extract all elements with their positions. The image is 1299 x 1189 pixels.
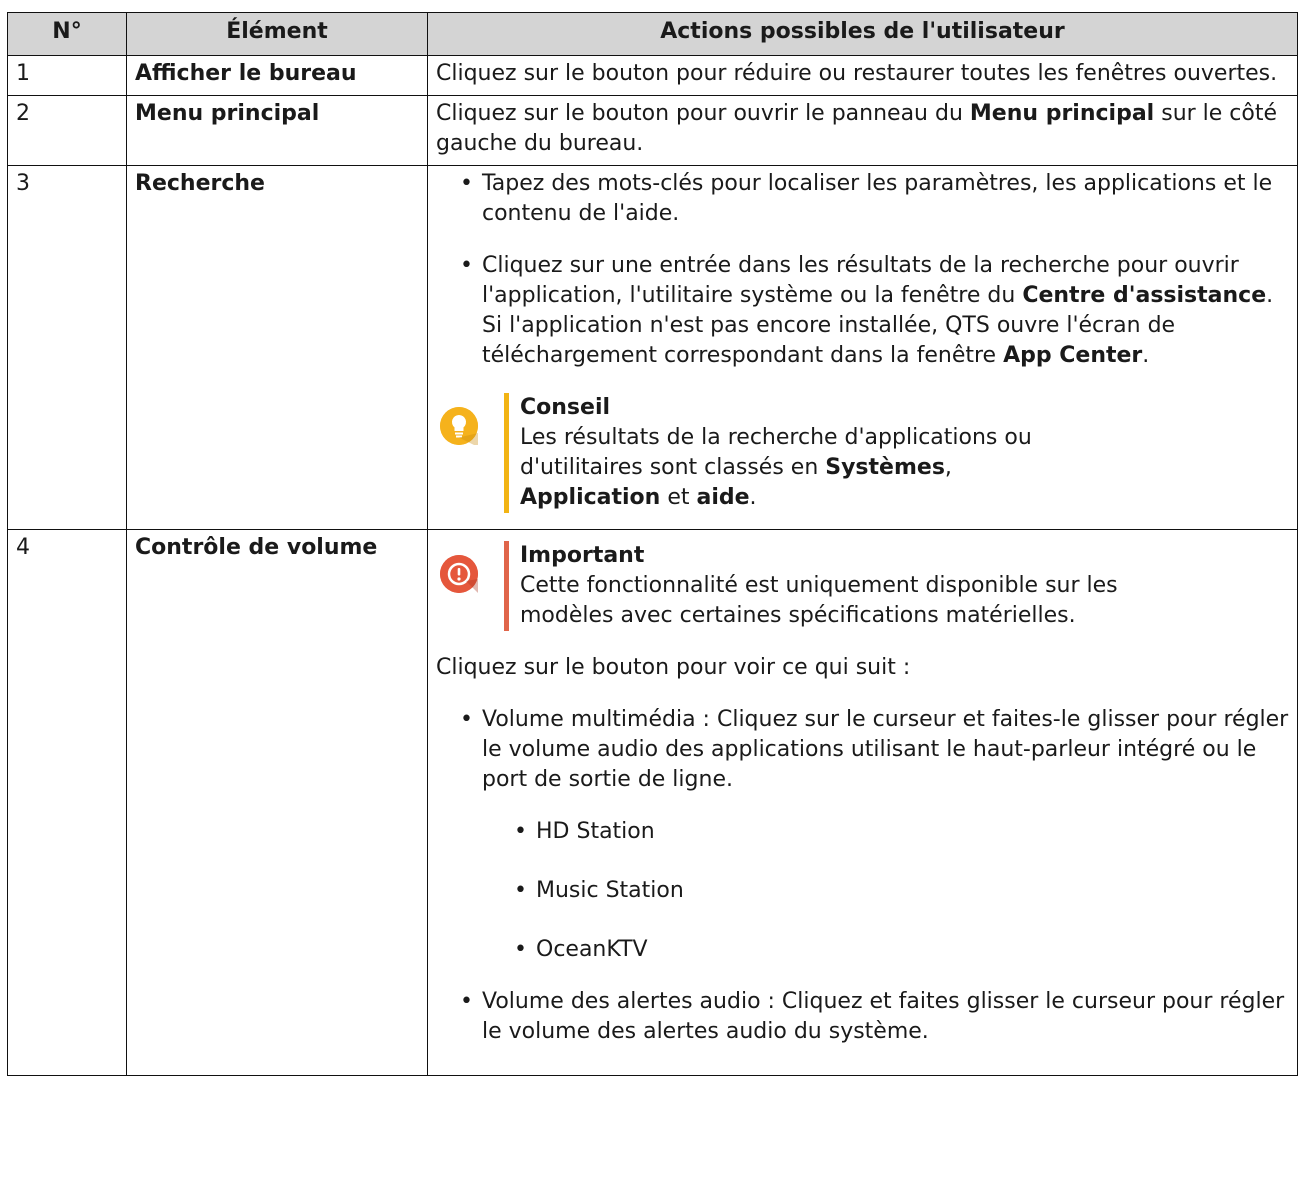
- row-number: 2: [8, 96, 127, 166]
- sub-bullet-list: [436, 817, 1291, 965]
- table-row: [8, 530, 1298, 1076]
- row-number: 1: [8, 56, 127, 96]
- intro-text: Cliquez sur le bouton pour voir ce qui suit :: [436, 655, 911, 680]
- list-item-text: .: [1142, 343, 1150, 368]
- row-actions: [428, 530, 1298, 1076]
- list-item-text: Cliquez sur une entrée dans les résultats de la recherche pour ouvrir l'application, l'utilitaire système ou la fenêtre du: [482, 253, 1239, 308]
- row-actions: [428, 56, 1298, 96]
- list-item: [436, 705, 1291, 965]
- tip-text: et: [660, 485, 697, 510]
- bullet-list: [436, 169, 1291, 371]
- row-element: Contrôle de volume: [127, 530, 428, 1076]
- row-actions: [428, 166, 1298, 530]
- sub-list-item: [436, 876, 1291, 906]
- header-number: N°: [8, 13, 127, 56]
- row-element: Recherche: [127, 166, 428, 530]
- bullet-list: [436, 705, 1291, 1047]
- important-body: Cette fonctionnalité est uniquement disponible sur les modèles avec certaines spécifications matérielles.: [520, 573, 1118, 628]
- table-row: [8, 96, 1298, 166]
- list-item-text: Si l'application n'est pas encore installée, QTS ouvre l'écran de téléchargement correspondant dans la fenêtre: [482, 313, 1176, 368]
- actions-text: Cliquez sur le bouton pour ouvrir le panneau du: [436, 101, 970, 126]
- tip-bold: aide: [696, 485, 750, 510]
- row-number: 4: [8, 530, 127, 1076]
- header-element: Élément: [127, 13, 428, 56]
- important-note: [436, 541, 1291, 631]
- list-item: [436, 251, 1291, 371]
- tip-body: [520, 423, 1291, 513]
- tip-title: Conseil: [520, 395, 611, 420]
- list-item-text: Volume des alertes audio : Cliquez et faites glisser le curseur pour régler le volume des alertes audio du système.: [482, 989, 1285, 1044]
- actions-text: sur le côté gauche du bureau.: [436, 101, 1278, 156]
- tip-bold: Application: [520, 485, 661, 510]
- tip-accent-bar: [504, 393, 509, 513]
- table-row: [8, 166, 1298, 530]
- actions-text: Cliquez sur le bouton pour réduire ou restaurer toutes les fenêtres ouvertes.: [436, 61, 1278, 86]
- row-element: Afficher le bureau: [127, 56, 428, 96]
- sub-list-item: [436, 935, 1291, 965]
- sub-list-item: [436, 817, 1291, 847]
- important-title: Important: [520, 543, 645, 568]
- list-item-text: .: [1266, 283, 1274, 308]
- actions-text-bold: Menu principal: [969, 101, 1155, 126]
- header-actions: Actions possibles de l'utilisateur: [428, 13, 1298, 56]
- list-item: [436, 987, 1291, 1047]
- table-header-row: [8, 13, 1298, 56]
- tip-text: ,: [944, 455, 952, 480]
- tip-text: .: [749, 485, 757, 510]
- row-element: Menu principal: [127, 96, 428, 166]
- tip-text: Les résultats de la recherche d'applications ou d'utilitaires sont classés en: [520, 425, 1032, 480]
- feature-table: [7, 12, 1298, 1076]
- list-item-bold: Centre d'assistance: [1022, 283, 1267, 308]
- list-item-text: Volume multimédia : Cliquez sur le curseur et faites-le glisser pour régler le volume audio des applications utilisant le haut-parleur intégré ou le port de sortie de ligne.: [482, 707, 1289, 792]
- lightbulb-icon: [440, 407, 478, 445]
- sub-list-item-text: HD Station: [536, 819, 655, 844]
- list-item-bold: App Center: [1003, 343, 1143, 368]
- row-number: 3: [8, 166, 127, 530]
- tip-note: [436, 393, 1291, 513]
- list-item-text: Tapez des mots-clés pour localiser les paramètres, les applications et le contenu de l'aide.: [482, 171, 1273, 226]
- row-actions: [428, 96, 1298, 166]
- table-row: [8, 56, 1298, 96]
- list-item: [436, 169, 1291, 229]
- important-accent-bar: [504, 541, 509, 631]
- tip-bold: Systèmes: [825, 455, 945, 480]
- exclamation-icon: [440, 555, 478, 593]
- sub-list-item-text: OceanKTV: [536, 937, 648, 962]
- sub-list-item-text: Music Station: [536, 878, 684, 903]
